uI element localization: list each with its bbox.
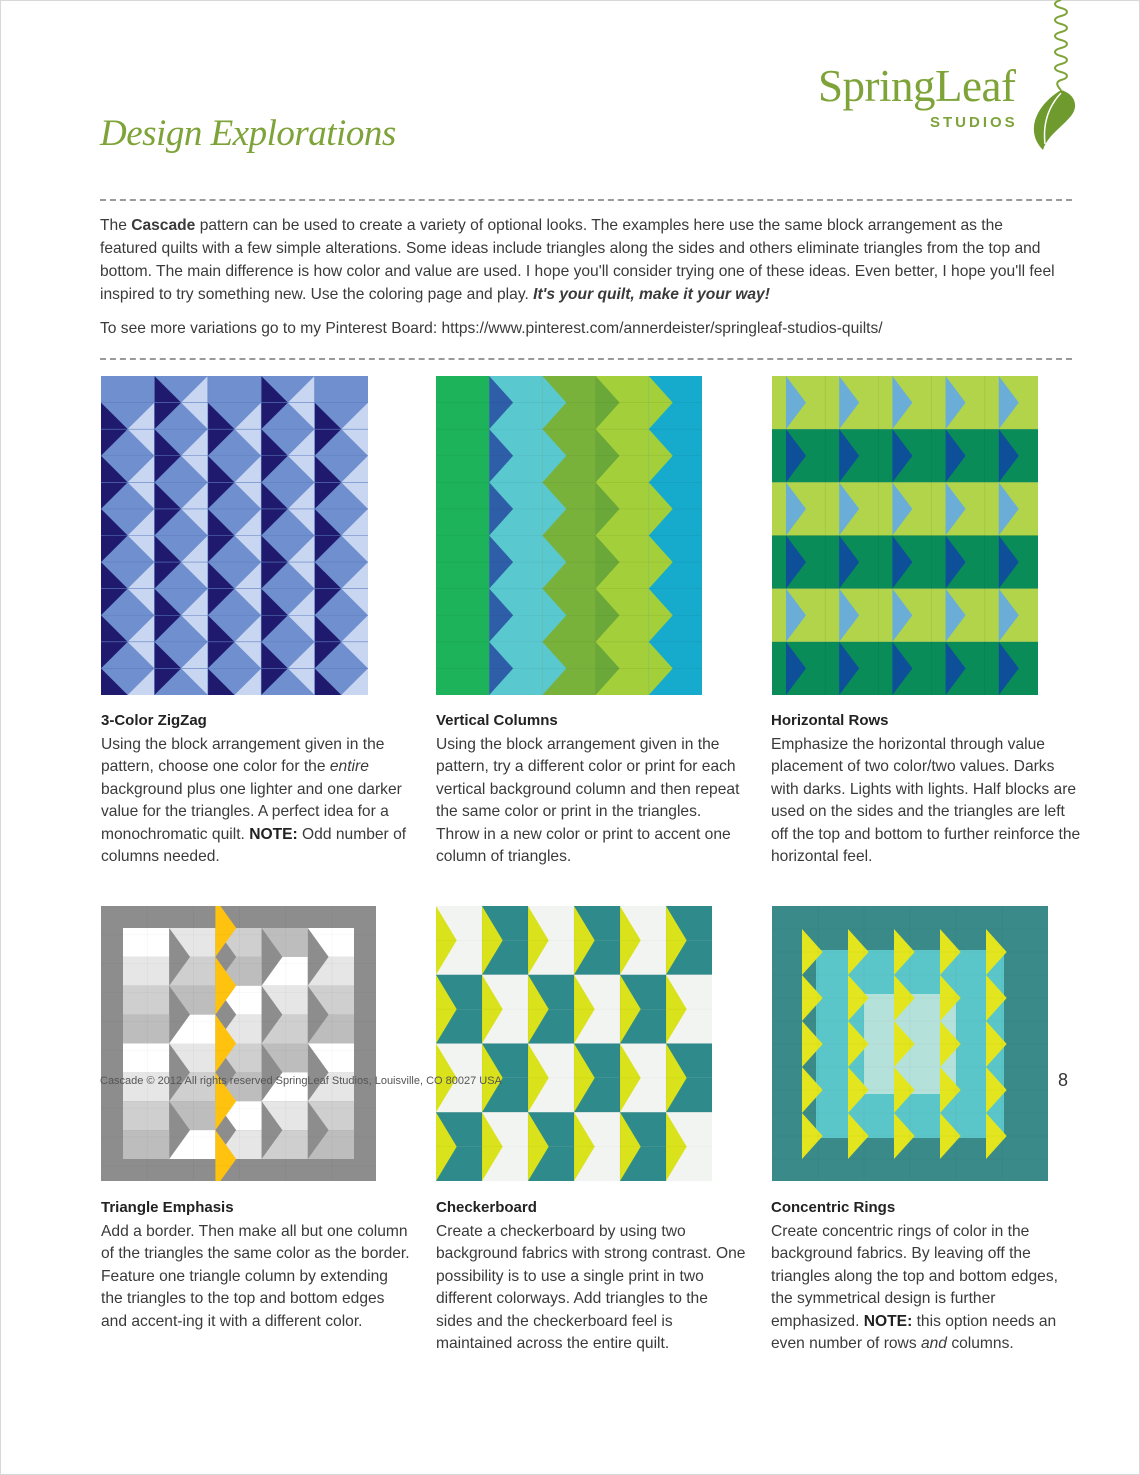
caption-text: Emphasize the horizontal through value placement of two color/two values. Darks with darks. Lights with lights. Half blocks are used on the sides and the triangles are left off the top and bottom to further reinforce the horizontal feel. [771, 735, 1081, 865]
footer-copyright: Cascade © 2012 All rights reserved SpringLeaf Studios, Louisville, CO 80027 USA [100, 1075, 502, 1087]
caption-note: NOTE: [863, 1312, 913, 1330]
springleaf-logo [818, 60, 1098, 160]
caption-title: Vertical Columns [436, 712, 558, 729]
caption-text-2: this option needs an even number of rows [771, 1312, 1057, 1352]
caption-horizontal-rows [771, 710, 1083, 869]
page-number: 8 [1058, 1070, 1069, 1090]
intro-paragraph [100, 214, 1060, 306]
logo-subtitle: STUDIOS [930, 114, 1018, 131]
intro-emphasis: It's your quilt, make it your way! [533, 286, 770, 303]
caption-checkerboard [436, 1197, 748, 1356]
caption-emphasis: entire [329, 758, 369, 775]
quilt-3-color-zigzag [101, 376, 368, 695]
caption-title: 3-Color ZigZag [101, 712, 207, 729]
caption-text-1: Create concentric rings of color in the background fabrics. By leaving off the triangles along the top and bottom edges, the symmetrical design is further emphasized. [771, 1222, 1058, 1330]
quilt-horizontal-rows [772, 376, 1038, 695]
logo-wordmark: SpringLeaf [818, 61, 1016, 111]
caption-text-3: Odd number of columns needed. [101, 825, 407, 865]
quilt-concentric-rings [772, 906, 1048, 1181]
caption-emphasis: and [920, 1335, 947, 1352]
caption-vertical-columns [436, 710, 748, 869]
caption-title: Concentric Rings [771, 1199, 896, 1216]
caption-3-color-zigzag [101, 710, 413, 869]
caption-text: Create a checkerboard by using two background fabrics with strong contrast. One possibility is to use a single print in two different colorways. Add triangles to the sides and the checkerboard feel is maintained across the entire quilt. [436, 1222, 746, 1352]
page-title: Design Explorations [100, 113, 396, 154]
caption-concentric-rings [771, 1197, 1083, 1356]
quilt-checkerboard [436, 906, 712, 1181]
divider-top [100, 199, 1072, 201]
caption-text-1: Using the block arrangement given in the pattern, choose one color for the [101, 735, 385, 775]
caption-text: Add a border. Then make all but one column of the triangles the same color as the border. Feature one triangle column by extending the triangles to the top and bottom edges and accent-ing it with a different color. [101, 1222, 410, 1330]
caption-text-2: background plus one lighter and one darker value for the triangles. A perfect idea for a monochromatic quilt. [101, 780, 402, 843]
caption-title: Triangle Emphasis [101, 1199, 234, 1216]
pinterest-line: To see more variations go to my Pinterest Board: https://www.pinterest.com/annerdeister/springleaf-studios-quilts/ [100, 320, 883, 337]
quilt-triangle-emphasis [101, 906, 376, 1181]
pattern-name: Cascade [131, 217, 196, 234]
caption-text [771, 1221, 1083, 1356]
caption-title: Horizontal Rows [771, 712, 889, 729]
caption-text-3: columns. [946, 1335, 1014, 1352]
caption-text [101, 734, 413, 869]
quilt-vertical-columns [436, 376, 702, 695]
caption-triangle-emphasis [101, 1197, 413, 1333]
divider-bottom [100, 358, 1072, 360]
caption-title: Checkerboard [436, 1199, 537, 1216]
intro-text-2: pattern can be used to create a variety of optional looks. The examples here use the same block arrangement as the featured quilts with a few simple alterations. Some ideas include triangles along the sides and others eliminate triangles from the top and bottom. The main difference is how color and value are used. I hope you'll consider trying one of these ideas. Even better, I hope you'll feel inspired to try something new. Use the coloring page and play. [100, 217, 1055, 303]
caption-note: NOTE: [249, 825, 298, 843]
intro-text-1: The [100, 217, 132, 234]
caption-text: Using the block arrangement given in the pattern, try a different color or print for each vertical background column and then repeat the same color or print in the triangles. Throw in a new color or print to accent one column of triangles. [436, 735, 740, 865]
leaf-icon [1013, 0, 1103, 156]
